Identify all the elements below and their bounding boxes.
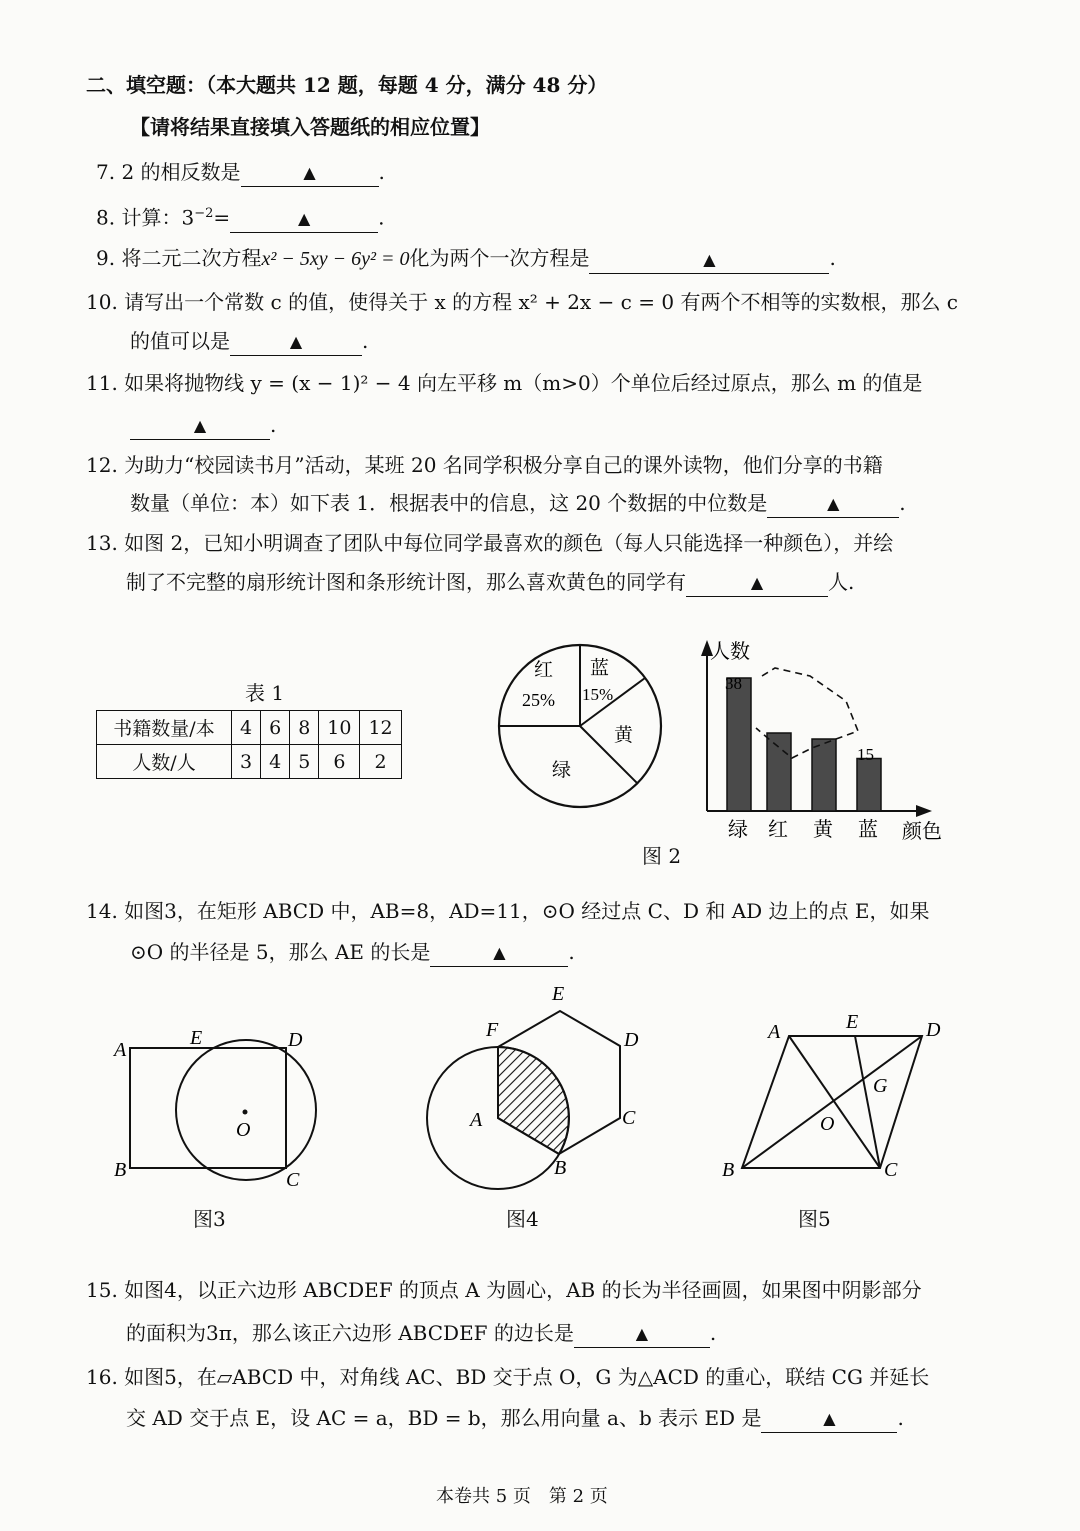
- label-d: D: [624, 1029, 639, 1051]
- question-10: [86, 287, 958, 317]
- x-tick-label: 蓝: [858, 819, 878, 841]
- pie-blue-pct: 15%: [582, 685, 614, 704]
- diagonal-ac: [789, 1036, 880, 1168]
- question-13-cont: [126, 567, 854, 597]
- question-text: 如图 2，已知小明调查了团队中每位同学最喜欢的颜色（每人只能选择一种颜色），并绘: [124, 531, 894, 555]
- pie-blue-label: 蓝: [590, 658, 610, 679]
- question-text: 如果将抛物线 y = (x − 1)² − 4 向左平移 m（m>0）个单位后经过原点，那么 m 的值是: [124, 371, 923, 395]
- x-tick-label: 绿: [728, 819, 748, 841]
- question-text-2: 的面积为3π，那么该正六边形 ABCDEF 的边长是: [126, 1321, 574, 1345]
- answer-blank[interactable]: [767, 489, 899, 518]
- question-15: [86, 1275, 922, 1305]
- question-text-2: 化为两个一次方程是: [409, 246, 590, 270]
- answer-mark: ▲: [703, 250, 716, 269]
- section-heading: 二、填空题：（本大题共 12 题，每题 4 分，满分 48 分）: [86, 73, 608, 97]
- x-axis-arrow: [916, 805, 932, 817]
- label-f: F: [486, 1019, 499, 1041]
- x-tick-label: 黄: [813, 819, 833, 841]
- answer-mark: ▲: [289, 332, 303, 351]
- answer-mark: ▲: [493, 943, 506, 962]
- table-cell: 4: [232, 711, 261, 745]
- data-table: [96, 710, 402, 779]
- row-header: 书籍数量/本: [97, 711, 232, 745]
- table-cell: 12: [360, 711, 401, 745]
- answer-mark: ▲: [303, 163, 316, 182]
- answer-mark: ▲: [827, 494, 840, 513]
- question-15-cont: 的面积为3π，那么该正六边形 ABCDEF 的边长是 ▲ .: [126, 1318, 716, 1348]
- table-cell: 2: [360, 745, 401, 779]
- x-tick-labels: [728, 818, 878, 841]
- question-text-2: 制了不完整的扇形统计图和条形统计图，那么喜欢黄色的同学有: [126, 570, 686, 594]
- label-d: D: [288, 1029, 303, 1051]
- question-8: 8. 计算：$3^{-2}=$ ▲ .: [96, 199, 384, 233]
- question-12: [86, 450, 883, 480]
- bar-0: [727, 678, 751, 811]
- unit-text: 人.: [828, 570, 855, 594]
- question-text: 请写出一个常数 c 的值，使得关于 x 的方程 x² + 2x − c = 0 有两个不相等的实数根，那么 c: [124, 290, 958, 314]
- x-tick-label: 红: [768, 819, 788, 841]
- table-cell: 4: [261, 745, 290, 779]
- label-b: B: [722, 1159, 735, 1181]
- question-number: 11.: [86, 371, 118, 395]
- question-text-2: 交 AD 交于点 E，设 AC = a，BD = b，那么用向量 a、b 表示 ED 是: [126, 1406, 762, 1430]
- figure-4: [418, 978, 658, 1190]
- label-d: D: [926, 1019, 941, 1041]
- question-11-cont: ▲ .: [130, 410, 276, 440]
- question-number: 15.: [86, 1278, 118, 1302]
- bar-2: [812, 739, 836, 811]
- answer-blank[interactable]: [430, 938, 568, 967]
- figure-5: [716, 1008, 962, 1188]
- question-16: [86, 1362, 929, 1392]
- question-text: 如图4，以正六边形 ABCDEF 的顶点 A 为圆心，AB 的长为半径画圆，如果图中阴影部分: [124, 1278, 922, 1302]
- question-text-2: ⊙O 的半径是 5，那么 AE 的长是: [130, 940, 431, 964]
- question-text: 计算：3: [121, 205, 195, 230]
- table-cell: 8: [290, 711, 319, 745]
- figure-2-caption: 图 2: [642, 844, 682, 868]
- question-10-cont: 的值可以是 ▲ .: [130, 326, 368, 356]
- question-9: 9. 将二元二次方程x² − 5xy − 6y² = 0化为两个一次方程是 ▲ .: [96, 243, 836, 274]
- question-number: 12.: [86, 453, 118, 477]
- question-14-cont: ⊙O 的半径是 5，那么 AE 的长是 ▲ .: [130, 937, 575, 967]
- question-text: 如图5，在▱ABCD 中，对角线 AC、BD 交于点 O，G 为△ACD 的重心，联结 CG 并延长: [124, 1365, 930, 1389]
- question-number: 9.: [96, 246, 116, 270]
- answer-mark: ▲: [635, 1324, 649, 1343]
- table-caption: 表 1: [245, 681, 285, 705]
- question-number: 14.: [86, 899, 118, 923]
- pie-chart: [490, 636, 670, 826]
- section-instruction: 【请将结果直接填入答题纸的相应位置】: [130, 115, 490, 139]
- table-cell: 3: [232, 745, 261, 779]
- figure-4-caption: 图4: [506, 1207, 539, 1231]
- label-o: O: [236, 1119, 251, 1141]
- label-e: E: [846, 1011, 859, 1033]
- question-text: 2 的相反数是: [121, 160, 241, 184]
- bar-1: [767, 733, 791, 811]
- answer-blank[interactable]: [241, 158, 379, 187]
- y-axis-label: 人数: [710, 641, 750, 663]
- question-text-2: 的值可以是: [130, 329, 230, 353]
- answer-blank[interactable]: [686, 568, 828, 597]
- label-e: E: [190, 1027, 203, 1049]
- answer-blank[interactable]: [589, 245, 829, 274]
- question-13: [86, 528, 893, 558]
- table-row: [97, 711, 402, 745]
- table-cell: 6: [261, 711, 290, 745]
- pie-yellow-label: 黄: [614, 725, 634, 746]
- answer-mark: ▲: [297, 208, 311, 228]
- table-row: [97, 745, 402, 779]
- row-header: 人数/人: [97, 745, 232, 779]
- answer-blank[interactable]: [574, 1319, 710, 1348]
- label-g: G: [873, 1075, 888, 1097]
- question-number: 10.: [86, 290, 118, 314]
- label-c: C: [622, 1107, 636, 1129]
- pie-green-label: 绿: [552, 760, 572, 781]
- exponent: −2: [194, 206, 214, 221]
- rectangle-abcd: [130, 1048, 286, 1168]
- bar-value-green: 38: [725, 674, 742, 693]
- table-cell: 10: [319, 711, 360, 745]
- equation: x² − 5xy − 6y² = 0: [261, 248, 410, 270]
- label-e: E: [552, 983, 565, 1005]
- page-footer: 本卷共 5 页 第 2 页: [436, 1486, 608, 1507]
- bar-3: [857, 759, 881, 812]
- question-number: 8.: [96, 205, 116, 230]
- question-text: 如图3，在矩形 ABCD 中，AB=8，AD=11，⊙O 经过点 C、D 和 AD 边上的点 E，如果: [124, 899, 930, 923]
- figure-5-caption: 图5: [798, 1207, 831, 1231]
- equals-sign: =: [213, 205, 231, 230]
- x-axis-label: 颜色: [902, 821, 942, 843]
- answer-blank[interactable]: [230, 204, 378, 233]
- center-point: [243, 1110, 248, 1115]
- answer-blank[interactable]: [130, 411, 270, 440]
- answer-mark: ▲: [193, 416, 207, 435]
- pie-red-label: 红: [534, 660, 554, 681]
- answer-mark: ▲: [750, 573, 764, 592]
- question-12-cont: 数量（单位：本）如下表 1．根据表中的信息，这 20 个数据的中位数是 ▲ .: [130, 488, 906, 518]
- question-number: 13.: [86, 531, 118, 555]
- question-14: [86, 896, 929, 926]
- label-c: C: [884, 1159, 898, 1181]
- question-11: [86, 368, 922, 398]
- bar-value-blue: 15: [857, 745, 874, 764]
- table-cell: 5: [290, 745, 319, 779]
- answer-blank[interactable]: [761, 1404, 897, 1433]
- question-7: 7. 2 的相反数是 ▲ .: [96, 157, 385, 187]
- label-a: A: [470, 1109, 483, 1131]
- label-o: O: [820, 1113, 835, 1135]
- question-text: 为助力“校园读书月”活动，某班 20 名同学积极分享自己的课外读物，他们分享的书籍: [124, 453, 883, 477]
- answer-blank[interactable]: [230, 327, 362, 356]
- question-16-cont: 交 AD 交于点 E，设 AC = a，BD = b，那么用向量 a、b 表示 ED 是 ▲ .: [126, 1403, 904, 1433]
- pie-red-pct: 25%: [522, 690, 555, 710]
- table-cell: 6: [319, 745, 360, 779]
- figure-3: [100, 1018, 340, 1193]
- label-c: C: [286, 1169, 300, 1191]
- question-text: 将二元二次方程: [121, 246, 262, 270]
- figure-3-caption: 图3: [193, 1207, 226, 1231]
- label-b: B: [114, 1159, 127, 1181]
- label-a: A: [768, 1021, 781, 1043]
- question-text-2: 数量（单位：本）如下表 1．根据表中的信息，这 20 个数据的中位数是: [130, 491, 768, 515]
- label-a: A: [114, 1039, 127, 1061]
- question-number: 7.: [96, 160, 116, 184]
- question-number: 16.: [86, 1365, 118, 1389]
- diagonal-bd: [742, 1036, 922, 1168]
- bar-chart: [690, 636, 952, 846]
- label-b: B: [554, 1157, 567, 1179]
- answer-mark: ▲: [823, 1409, 836, 1428]
